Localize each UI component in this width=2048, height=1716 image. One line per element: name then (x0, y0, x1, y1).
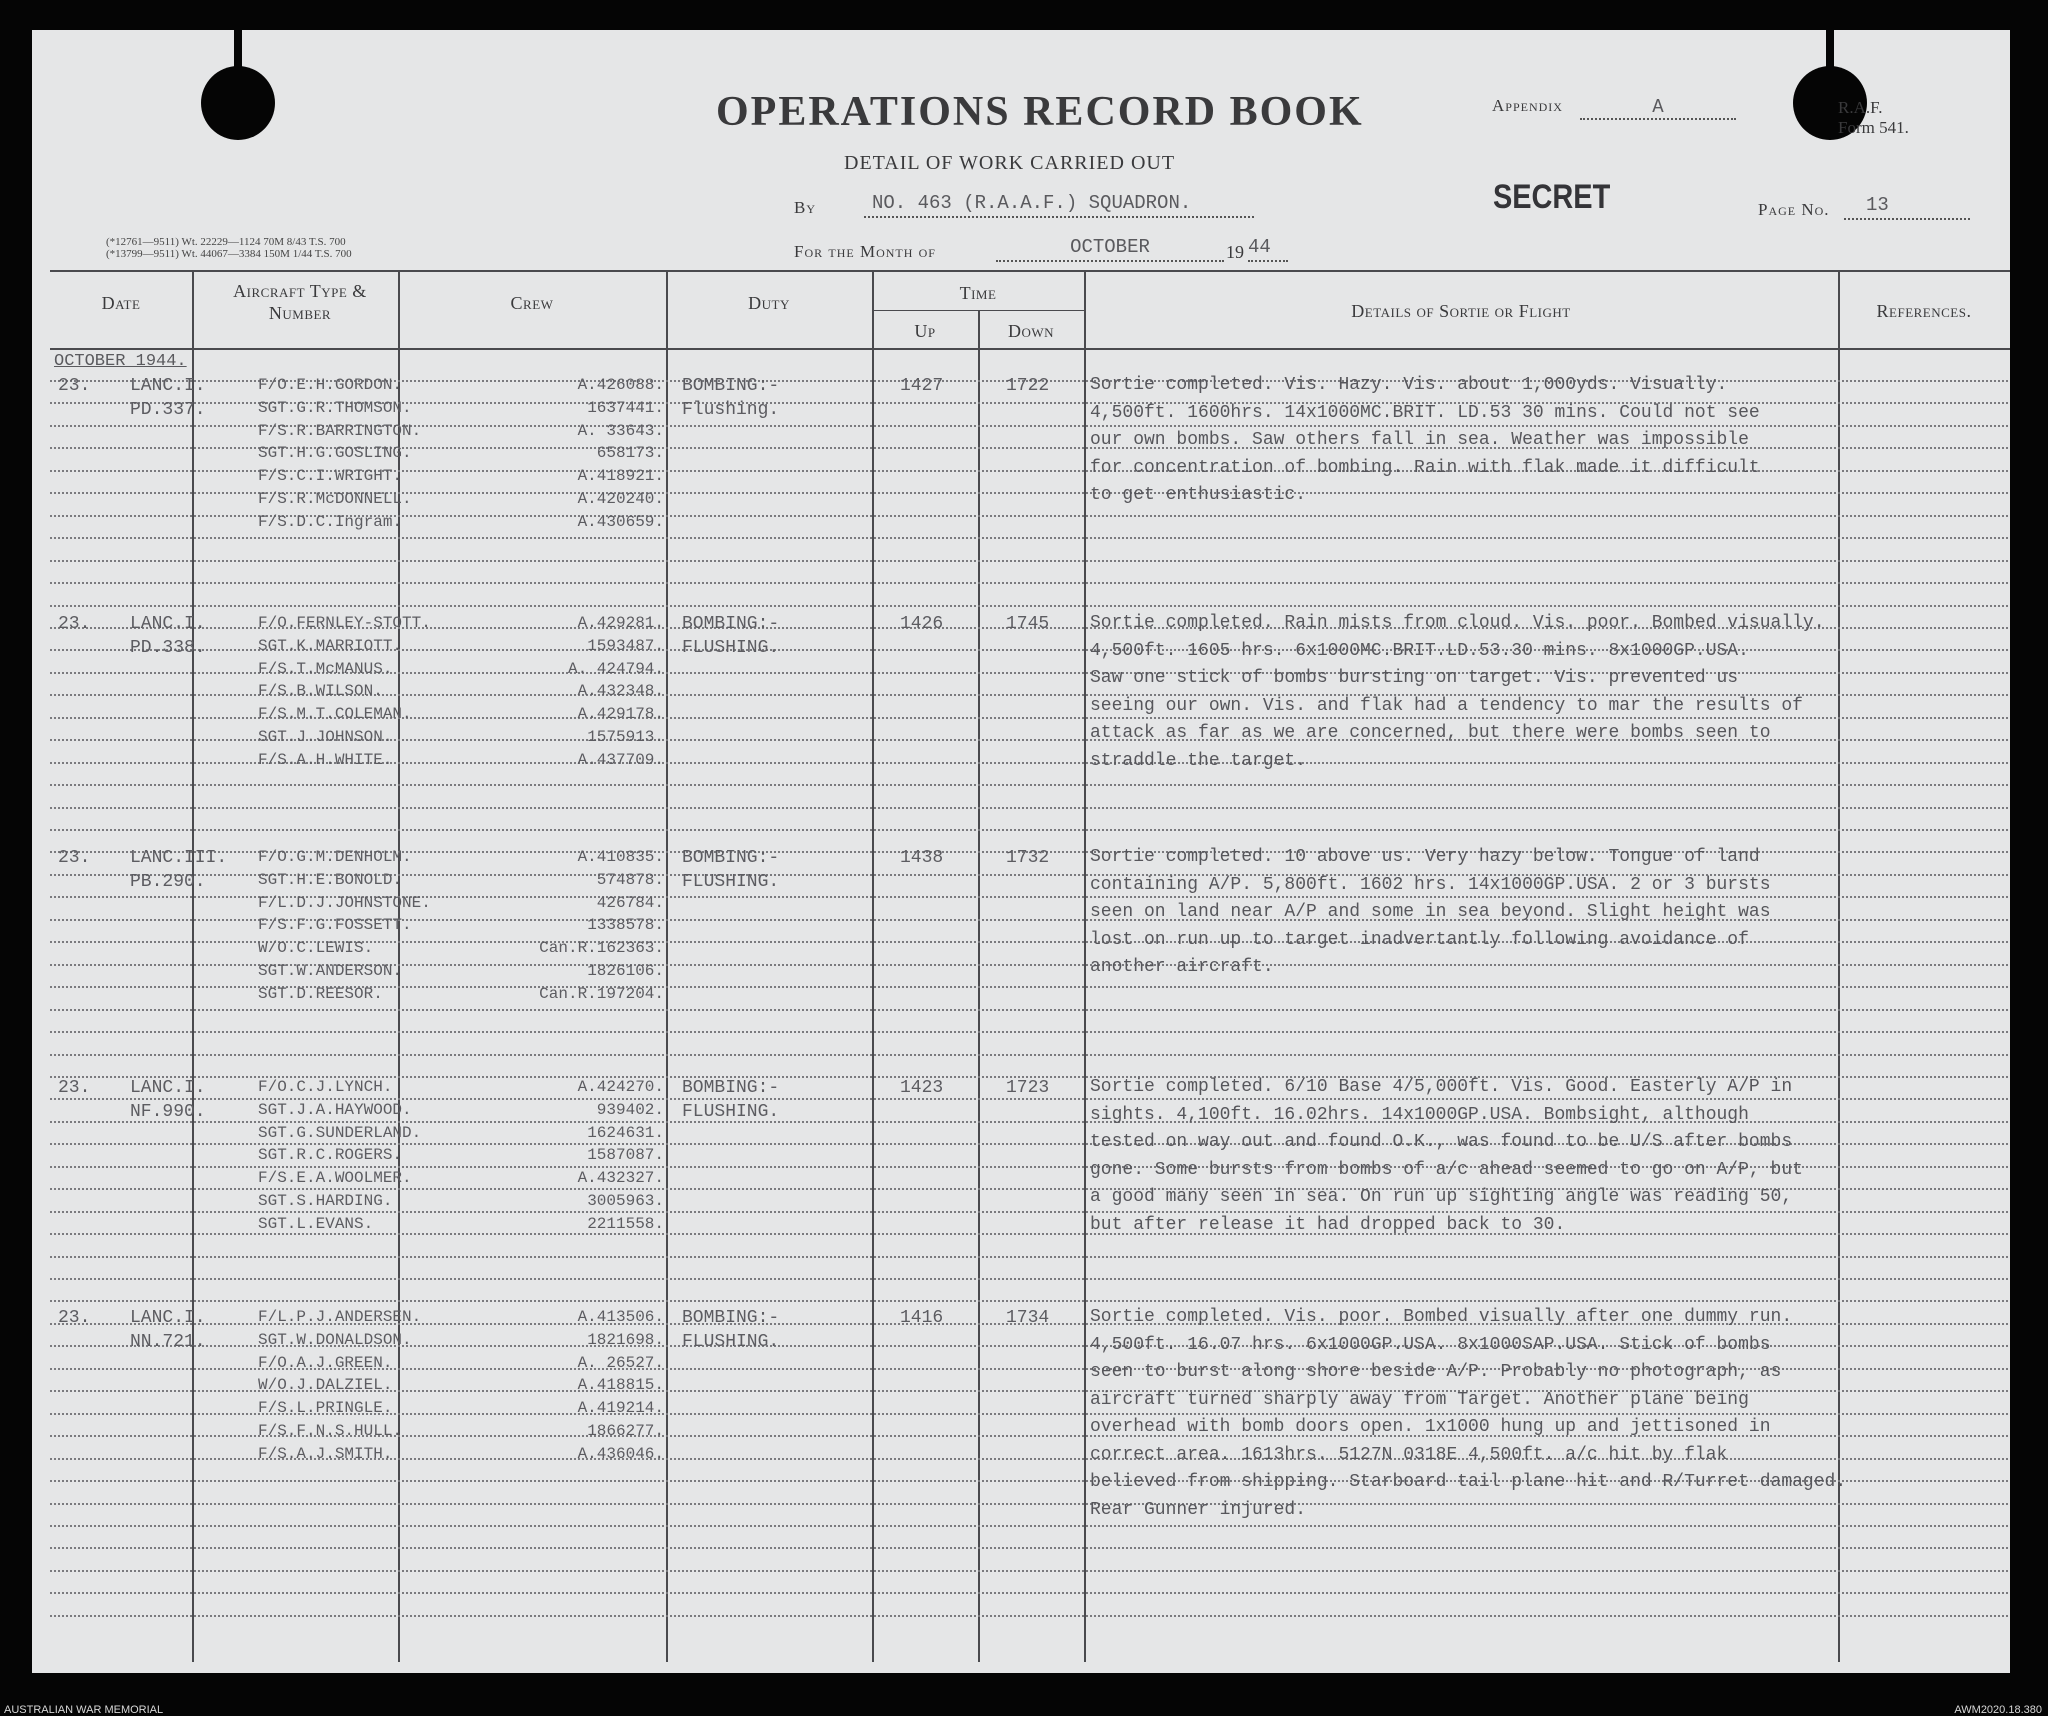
crew-member-name: F/S.T.McMANUS. (258, 660, 393, 678)
crew-member-number: A.432327. (577, 1169, 664, 1187)
time-down: 1745 (1006, 614, 1050, 634)
entry-date: 23. (58, 848, 91, 868)
duty-target: FLUSHING. (682, 1102, 780, 1122)
ruled-line (50, 1592, 2010, 1594)
crew-member-name: F/S.A.H.WHITE. (258, 751, 393, 769)
month-heading: OCTOBER 1944. (54, 352, 187, 371)
table-header-rule (50, 348, 2010, 350)
crew-member-number: 658173. (596, 444, 664, 462)
crew-member-number: 1575913. (587, 728, 664, 746)
duty-type: BOMBING:- (682, 1078, 780, 1098)
squadron-field (864, 192, 1254, 218)
crew-member-number: A.424270. (577, 1078, 664, 1096)
aircraft-number: NN.721. (130, 1332, 206, 1352)
aircraft-number: NF.990. (130, 1102, 206, 1122)
crew-member-number: A.432348. (577, 682, 664, 700)
crew-member-number: A.419214. (577, 1399, 664, 1417)
time-down: 1722 (1006, 376, 1050, 396)
sortie-detail-line: Rear Gunner injured. (1090, 1500, 1307, 1520)
crew-member-name: SGT.G.R.THOMSON. (258, 399, 412, 417)
crew-member-name: F/S.B.WILSON. (258, 682, 383, 700)
time-down: 1732 (1006, 848, 1050, 868)
time-down: 1723 (1006, 1078, 1050, 1098)
crew-member-number: 1637441. (587, 399, 664, 417)
sortie-detail-line: aircraft turned sharply away from Target. Another plane being (1090, 1390, 1749, 1410)
crew-member-number: A. 33643. (577, 422, 664, 440)
col-header-references: References. (1876, 301, 1972, 321)
ruled-line (50, 1300, 2010, 1302)
year-value: 44 (1248, 236, 1271, 258)
table-top-rule (50, 270, 2010, 272)
crew-member-name: SGT.S.HARDING. (258, 1192, 393, 1210)
ruled-line (50, 1570, 2010, 1572)
aircraft-type: LANC.I. (130, 1078, 206, 1098)
print-code-line-1: (*12761—9511) Wt. 22229—1124 70M 8/43 T.S. 700 (106, 236, 346, 248)
crew-member-name: F/L.P.J.ANDERSEN. (258, 1308, 422, 1326)
crew-member-name: F/S.A.J.SMITH. (258, 1445, 393, 1463)
crew-member-name: F/S.M.T.COLEMAN. (258, 705, 412, 723)
entry-date: 23. (58, 614, 91, 634)
time-up: 1426 (900, 614, 944, 634)
sortie-detail-line: Sortie completed. Vis. poor. Bombed visually after one dummy run. (1090, 1307, 1793, 1327)
credit-left: AUSTRALIAN WAR MEMORIAL (4, 1704, 164, 1716)
year-prefix: 19 (1226, 242, 1244, 262)
crew-member-number: 1593487. (587, 637, 664, 655)
crew-member-number: 2211558. (587, 1215, 664, 1233)
crew-member-name: F/O.A.J.GREEN. (258, 1354, 393, 1372)
time-up: 1423 (900, 1078, 944, 1098)
crew-member-number: 574878. (596, 871, 664, 889)
time-up: 1438 (900, 848, 944, 868)
time-up: 1416 (900, 1308, 944, 1328)
crew-member-number: A.413506. (577, 1308, 664, 1326)
sortie-detail-line: 4,500ft. 16.07 hrs. 6x1000GP.USA. 8x1000SAP.USA. Stick of bombs (1090, 1335, 1771, 1355)
sortie-detail-line: Sortie completed. 10 above us. Very hazy below. Tongue of land (1090, 847, 1760, 867)
form-label-raf: R.A.F. (1838, 98, 1883, 117)
entry-date: 23. (58, 376, 91, 396)
crew-member-number: A.429281. (577, 614, 664, 632)
col-header-details: Details of Sortie or Flight (1351, 301, 1571, 321)
ruled-line (50, 537, 2010, 539)
ruled-line (50, 1278, 2010, 1280)
appendix-field (1580, 96, 1736, 120)
crew-member-name: F/O.C.J.LYNCH. (258, 1078, 393, 1096)
entry-date: 23. (58, 1308, 91, 1328)
ruled-line (50, 1009, 2010, 1011)
crew-member-number: 3005963. (587, 1192, 664, 1210)
duty-target: FLUSHING. (682, 638, 780, 658)
month-label: For the Month of (794, 242, 936, 261)
crew-member-number: A. 424794. (567, 660, 664, 678)
crew-member-name: SGT.L.EVANS. (258, 1215, 374, 1233)
crew-member-number: A.430659. (577, 513, 664, 531)
ruled-line (50, 784, 2010, 786)
sortie-detail-line: 4,500ft. 1600hrs. 14x1000MC.BRIT. LD.53 30 mins. Could not see (1090, 403, 1760, 423)
col-divider-crew (666, 270, 668, 1662)
ruled-line (50, 1503, 2010, 1505)
crew-member-name: SGT.J.A.HAYWOOD. (258, 1101, 412, 1119)
sortie-detail-line: Sortie completed. Vis. Hazy. Vis. about 1,000yds. Visually. (1090, 375, 1728, 395)
duty-type: BOMBING:- (682, 614, 780, 634)
sortie-detail-line: correct area. 1613hrs. 5127N 0318E 4,500ft. a/c hit by flak (1090, 1445, 1728, 1465)
entry-date: 23. (58, 1078, 91, 1098)
crew-member-number: A.426088. (577, 376, 664, 394)
crew-member-name: SGT.K.MARRIOTT. (258, 637, 403, 655)
ruled-line (50, 582, 2010, 584)
sortie-detail-line: containing A/P. 5,800ft. 1602 hrs. 14x1000GP.USA. 2 or 3 bursts (1090, 875, 1771, 895)
crew-member-number: 426784. (596, 894, 664, 912)
sortie-detail-line: another aircraft. (1090, 957, 1274, 977)
ruled-line (50, 1233, 2010, 1235)
crew-member-name: F/S.R.BARRINGTON. (258, 422, 422, 440)
crew-member-name: F/S.F.N.S.HULL. (258, 1422, 403, 1440)
ruled-line (50, 1615, 2010, 1617)
page-number-label: Page No. (1758, 200, 1830, 219)
page-number-value: 13 (1866, 194, 1889, 216)
aircraft-type: LANC.I. (130, 376, 206, 396)
sortie-detail-line: Saw one stick of bombs bursting on target. Vis. prevented us (1090, 668, 1739, 688)
crew-member-name: W/O.J.DALZIEL. (258, 1376, 393, 1394)
crew-member-number: 1587087. (587, 1146, 664, 1164)
sortie-detail-line: believed from shipping. Starboard tail plane hit and R/Turret damaged. (1090, 1472, 1847, 1492)
crew-member-name: F/S.F.G.FOSSETT. (258, 916, 412, 934)
crew-member-name: F/S.L.PRINGLE. (258, 1399, 393, 1417)
crew-member-number: Can.R.197204. (539, 985, 664, 1003)
crew-member-name: F/S.R.McDONNELL. (258, 490, 412, 508)
crew-member-name: SGT.W.ANDERSON. (258, 962, 403, 980)
record-sheet (32, 30, 2010, 1673)
crew-member-number: A.418815. (577, 1376, 664, 1394)
sortie-detail-line: for concentration of bombing. Rain with flak made it difficult (1090, 458, 1760, 478)
crew-member-number: 1821698. (587, 1331, 664, 1349)
month-value: OCTOBER (1070, 236, 1150, 258)
crew-member-number: A.418921. (577, 467, 664, 485)
crew-member-number: 1866277. (587, 1422, 664, 1440)
aircraft-number: PD.338. (130, 638, 206, 658)
col-header-down: Down (1007, 321, 1055, 341)
year-field (1248, 236, 1288, 262)
col-divider-date (192, 270, 194, 1662)
aircraft-type: LANC.I. (130, 1308, 206, 1328)
squadron-value: NO. 463 (R.A.A.F.) SQUADRON. (872, 192, 1192, 214)
sortie-detail-line: attack as far as we are concerned, but there were bombs seen to (1090, 723, 1771, 743)
crew-member-name: F/S.D.C.Ingram. (258, 513, 403, 531)
crew-member-name: F/O.FERNLEY-STOTT. (258, 614, 431, 632)
crew-member-number: 1338578. (587, 916, 664, 934)
ruled-line (50, 605, 2010, 607)
crew-member-name: SGT.R.C.ROGERS. (258, 1146, 403, 1164)
month-field (996, 236, 1224, 262)
crew-member-name: SGT.W.DONALDSON. (258, 1331, 412, 1349)
sortie-detail-line: tested on way out and found O.K., was found to be U/S after bombs (1090, 1132, 1793, 1152)
crew-member-name: F/S.C.I.WRIGHT. (258, 467, 403, 485)
crew-member-number: 939402. (596, 1101, 664, 1119)
sortie-detail-line: gone. Some bursts from bombs of a/c ahead seemed to go on A/P, but (1090, 1160, 1803, 1180)
sortie-detail-line: lost on run up to target inadvertantly following avoidance of (1090, 930, 1749, 950)
sortie-detail-line: sights. 4,100ft. 16.02hrs. 14x1000GP.USA. Bombsight, although (1090, 1105, 1749, 1125)
ruled-line (50, 1031, 2010, 1033)
sortie-detail-line: overhead with bomb doors open. 1x1000 hung up and jettisoned in (1090, 1417, 1771, 1437)
col-divider-details (1838, 270, 1840, 1662)
form-label-number: Form 541. (1838, 118, 1909, 137)
col-header-date: Date (101, 293, 141, 313)
crew-member-name: SGT.D.REESOR. (258, 985, 383, 1003)
duty-type: BOMBING:- (682, 376, 780, 396)
ruled-line (50, 1547, 2010, 1549)
sortie-detail-line: seen on land near A/P and some in sea beyond. Slight height was (1090, 902, 1771, 922)
crew-member-number: A.410835. (577, 848, 664, 866)
col-divider-down (1084, 270, 1086, 1662)
sortie-detail-line: Sortie completed. Rain mists from cloud. Vis. poor. Bombed visually. (1090, 613, 1825, 633)
sortie-detail-line: straddle the target. (1090, 751, 1307, 771)
crew-member-number: A. 26527. (577, 1354, 664, 1372)
ruled-line (50, 1256, 2010, 1258)
punch-hole-left (201, 66, 275, 140)
crew-member-name: SGT.J.JOHNSON. (258, 728, 393, 746)
crew-member-number: A.429178. (577, 705, 664, 723)
crew-member-number: 1826106. (587, 962, 664, 980)
crew-member-name: F/O.G.M.DENHOLM. (258, 848, 412, 866)
duty-target: FLUSHING. (682, 872, 780, 892)
crew-member-name: SGT.G.SUNDERLAND. (258, 1124, 422, 1142)
credit-right: AWM2020.18.380 (1954, 1704, 2042, 1716)
sortie-detail-line: a good many seen in sea. On run up sighting angle was reading 50, (1090, 1187, 1793, 1207)
sortie-detail-line: seen to burst along shore beside A/P. Probably no photograph, as (1090, 1362, 1782, 1382)
col-header-crew: Crew (510, 293, 554, 313)
ruled-line (50, 829, 2010, 831)
page-title: OPERATIONS RECORD BOOK (716, 89, 1364, 135)
duty-target: Flushing. (682, 400, 780, 420)
crew-member-name: F/L.D.J.JOHNSTONE. (258, 894, 431, 912)
page-number-field (1844, 194, 1970, 220)
crew-member-name: W/O.C.LEWIS. (258, 939, 374, 957)
duty-target: FLUSHING. (682, 1332, 780, 1352)
crew-member-name: SGT.H.E.BONOLD. (258, 871, 403, 889)
duty-type: BOMBING:- (682, 1308, 780, 1328)
print-code-line-2: (*13799—9511) Wt. 44067—3384 150M 1/44 T.S. 700 (106, 248, 352, 260)
page-subtitle: DETAIL OF WORK CARRIED OUT (844, 152, 1176, 174)
duty-type: BOMBING:- (682, 848, 780, 868)
col-header-aircraft: Aircraft Type & Number (233, 281, 367, 323)
sortie-detail-line: but after release it had dropped back to 30. (1090, 1215, 1566, 1235)
aircraft-type: LANC.I. (130, 614, 206, 634)
appendix-label: Appendix (1492, 96, 1563, 115)
crew-member-number: 1624631. (587, 1124, 664, 1142)
sortie-detail-line: Sortie completed. 6/10 Base 4/5,000ft. Vis. Good. Easterly A/P in (1090, 1077, 1793, 1097)
col-header-duty: Duty (748, 293, 790, 313)
crew-member-name: F/O.E.H.GORDON. (258, 376, 403, 394)
ruled-line (50, 1525, 2010, 1527)
sortie-detail-line: seeing our own. Vis. and flak had a tendency to mar the results of (1090, 696, 1803, 716)
col-divider-duty (872, 270, 874, 1662)
sortie-detail-line: our own bombs. Saw others fall in sea. Weather was impossible (1090, 430, 1749, 450)
crew-member-number: A.436046. (577, 1445, 664, 1463)
sortie-detail-line: to get enthusiastic. (1090, 485, 1307, 505)
ruled-line (50, 560, 2010, 562)
col-header-time: Time (959, 283, 997, 303)
col-header-up: Up (914, 321, 936, 341)
ruled-line (50, 807, 2010, 809)
crew-member-number: Can.R.162363. (539, 939, 664, 957)
crew-member-name: F/S.E.A.WOOLMER. (258, 1169, 412, 1187)
by-label: By (794, 198, 817, 217)
ruled-line (50, 1054, 2010, 1056)
time-down: 1734 (1006, 1308, 1050, 1328)
appendix-value: A (1652, 96, 1664, 118)
aircraft-number: PD.337. (130, 400, 206, 420)
aircraft-type: LANC.III. (130, 848, 228, 868)
aircraft-number: PB.290. (130, 872, 206, 892)
crew-member-number: A.437709. (577, 751, 664, 769)
crew-member-name: SGT.H.G.GOSLING. (258, 444, 412, 462)
secret-stamp: SECRET (1493, 178, 1611, 216)
crew-member-number: A.420240. (577, 490, 664, 508)
sortie-detail-line: 4,500ft. 1605 hrs. 6x1000MC.BRIT.LD.53.30 mins. 8x1000GP.USA. (1090, 641, 1749, 661)
time-up: 1427 (900, 376, 944, 396)
